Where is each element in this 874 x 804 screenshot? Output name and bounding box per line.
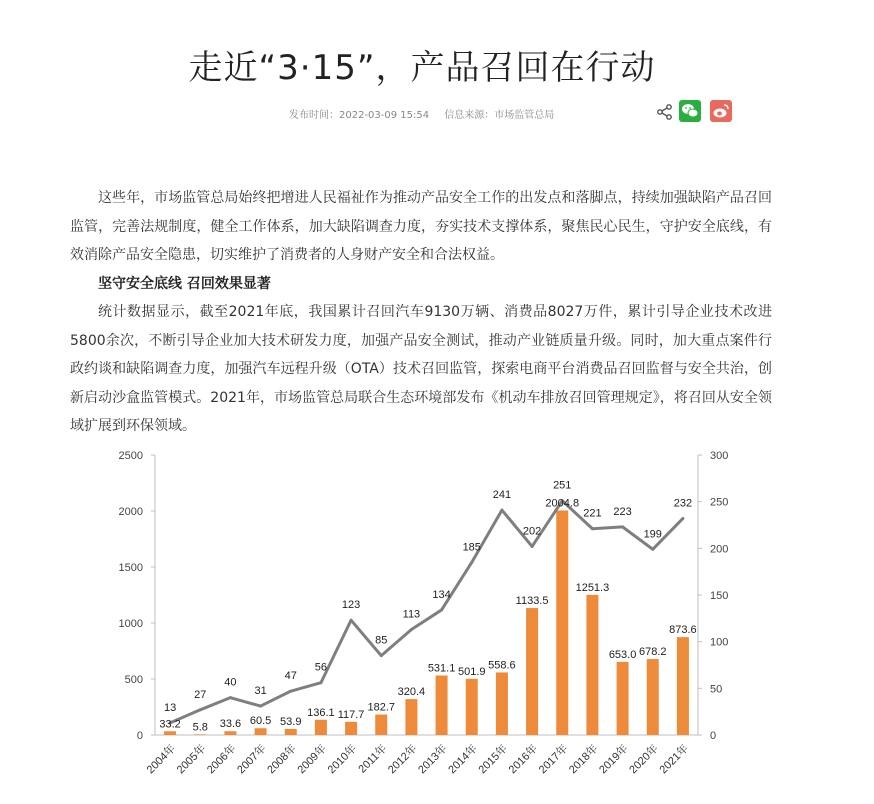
- bar-data-label: 501.9: [457, 665, 486, 678]
- bar-data-label: 320.4: [397, 686, 426, 699]
- left-tick-label: 500: [124, 674, 143, 686]
- bar-2010年: [345, 722, 357, 735]
- line-point-2020年: [651, 548, 654, 551]
- publish-time: 发布时间：2022-03-09 15:54: [289, 110, 430, 121]
- line-point-2019年: [621, 525, 624, 528]
- category-label: 2007年: [235, 742, 269, 777]
- category-label: 2008年: [265, 742, 299, 777]
- bar-2004年: [164, 731, 176, 735]
- article-body: [70, 184, 772, 441]
- line-point-2013年: [440, 608, 443, 611]
- bar-2020年: [647, 659, 659, 735]
- bar-data-label: 5.8: [192, 721, 208, 734]
- category-label: 2010年: [325, 742, 360, 777]
- category-label: 2013年: [416, 742, 450, 777]
- line-data-label: 251: [553, 479, 572, 492]
- bar-data-label: 182.7: [367, 701, 396, 714]
- line-point-2006年: [229, 696, 232, 699]
- line-data-label: 56: [314, 661, 328, 674]
- left-tick-label: 2000: [118, 506, 143, 518]
- line-data-label: 40: [224, 676, 237, 689]
- paragraph-intro: 这些年，市场监管总局始终把增进人民福祉作为推动产品安全工作的出发点和落脚点，持续加强缺陷产品召回监管，完善法规制度，健全工作体系，加大缺陷调查力度，夯实技术支撑体系，聚焦民心民生，守护安全底线，有效消除产品安全隐患，切实维护了消费者的人身财产安全和合法权益。: [70, 190, 772, 263]
- line-point-2015年: [500, 509, 503, 512]
- line-data-label: 31: [254, 685, 267, 698]
- section-heading: 坚守安全底线 召回效果显著: [98, 275, 271, 292]
- line-data-label: 232: [673, 497, 693, 510]
- line-data-label: 221: [583, 507, 602, 520]
- bar-2011年: [375, 715, 387, 735]
- bar-data-label: 60.5: [249, 715, 272, 728]
- line-point-2010年: [350, 619, 353, 622]
- category-label: 2016年: [506, 742, 541, 777]
- bar-data-label: 33.2: [159, 718, 181, 731]
- right-tick-label: 150: [710, 590, 729, 602]
- right-tick-label: 300: [710, 450, 729, 462]
- line-point-2008年: [289, 690, 292, 693]
- left-tick-label: 0: [136, 730, 143, 742]
- bar-2013年: [436, 676, 448, 735]
- line-data-label: 85: [375, 634, 388, 647]
- category-label: 2019年: [597, 742, 631, 777]
- line-point-2011年: [380, 654, 383, 657]
- bar-data-label: 653.0: [608, 648, 637, 661]
- category-label: 2009年: [295, 742, 330, 777]
- line-data-label: 13: [163, 701, 177, 714]
- line-point-2014年: [470, 561, 473, 564]
- right-tick-label: 0: [710, 730, 717, 742]
- right-tick-label: 250: [710, 496, 729, 509]
- bar-2017年: [556, 510, 568, 735]
- line-data-label: 47: [284, 670, 297, 683]
- bar-2018年: [586, 595, 598, 735]
- article-meta: [289, 106, 566, 121]
- bar-data-label: 1133.5: [515, 595, 549, 608]
- left-tick-label: 1500: [118, 562, 143, 574]
- line-point-2009年: [319, 681, 322, 684]
- bar-data-label: 1251.3: [575, 581, 610, 594]
- line-point-2018年: [591, 527, 594, 530]
- bar-2006年: [224, 731, 236, 735]
- category-label: 2015年: [476, 742, 511, 777]
- line-data-label: 27: [194, 688, 207, 701]
- bar-2009年: [315, 720, 327, 735]
- line-data-label: 223: [613, 505, 632, 518]
- bar-data-label: 33.6: [219, 718, 242, 731]
- category-label: 2017年: [536, 742, 571, 777]
- category-label: 2011年: [356, 742, 390, 776]
- bar-2012年: [405, 699, 417, 735]
- right-tick-label: 100: [710, 636, 729, 649]
- right-tick-label: 200: [710, 543, 729, 556]
- bar-data-label: 136.1: [307, 706, 335, 719]
- category-label: 2006年: [204, 742, 239, 777]
- line-point-2021年: [681, 517, 684, 520]
- recall-line-series: [170, 501, 683, 723]
- article-title: 走近“3·15”，产品召回在行动: [188, 48, 656, 88]
- bar-data-label: 531.1: [427, 662, 456, 675]
- line-point-2005年: [199, 708, 202, 711]
- bar-2015年: [496, 672, 508, 735]
- bar-2016年: [526, 608, 538, 735]
- recall-chart: [100, 445, 760, 804]
- bar-2007年: [255, 728, 267, 735]
- paragraph-statistics: 统计数据显示，截至2021年底，我国累计召回汽车9130万辆、消费品8027万件，累计引导企业技术改进5800余次，不断引导企业加大技术研发力度，加强产品安全测试，推动产业链质量升级。同时，加大重点案件行政约谈和缺陷调查力度，加强汽车远程升级（OTA）技术召回监管，探索电商平台消费品召回监督与安全共治，创新启动沙盒监管模式。2021年，市场监管总局联合生态环境部发布《机动车排放召回管理规定》，将召回从安全领域扩展到环保领域。: [70, 304, 772, 434]
- right-tick-label: 50: [710, 683, 723, 696]
- article-source: 信息来源：市场监管总局: [444, 110, 555, 121]
- category-label: 2021年: [657, 742, 692, 777]
- line-point-2012年: [410, 628, 413, 631]
- weibo-icon[interactable]: [710, 100, 732, 122]
- bar-data-label: 678.2: [638, 646, 667, 659]
- left-tick-label: 2500: [118, 450, 143, 462]
- bar-2005年: [194, 734, 206, 735]
- wechat-icon[interactable]: [679, 100, 701, 122]
- category-label: 2005年: [174, 742, 209, 777]
- line-data-label: 123: [341, 599, 361, 612]
- line-data-label: 134: [432, 588, 451, 601]
- category-label: 2012年: [385, 742, 420, 777]
- left-tick-label: 1000: [118, 618, 143, 630]
- bar-data-label: 2004.8: [545, 497, 580, 510]
- bar-2014年: [466, 679, 478, 735]
- line-point-2007年: [259, 705, 262, 708]
- bar-data-label: 117.7: [337, 708, 365, 721]
- share-icon[interactable]: [656, 103, 674, 121]
- bar-2021年: [677, 637, 689, 735]
- bar-2008年: [285, 729, 297, 735]
- category-label: 2004年: [144, 742, 179, 777]
- category-label: 2018年: [566, 742, 601, 777]
- category-label: 2014年: [446, 742, 480, 777]
- bar-data-label: 53.9: [280, 715, 302, 728]
- line-data-label: 185: [462, 541, 481, 554]
- line-data-label: 199: [643, 528, 662, 541]
- bar-data-label: 558.6: [488, 659, 516, 672]
- bar-2019年: [617, 662, 629, 735]
- line-point-2016年: [531, 545, 534, 548]
- bar-data-label: 873.6: [669, 624, 697, 637]
- line-data-label: 202: [522, 525, 542, 538]
- category-label: 2020年: [627, 742, 661, 777]
- line-data-label: 241: [492, 489, 512, 502]
- line-data-label: 113: [402, 608, 421, 621]
